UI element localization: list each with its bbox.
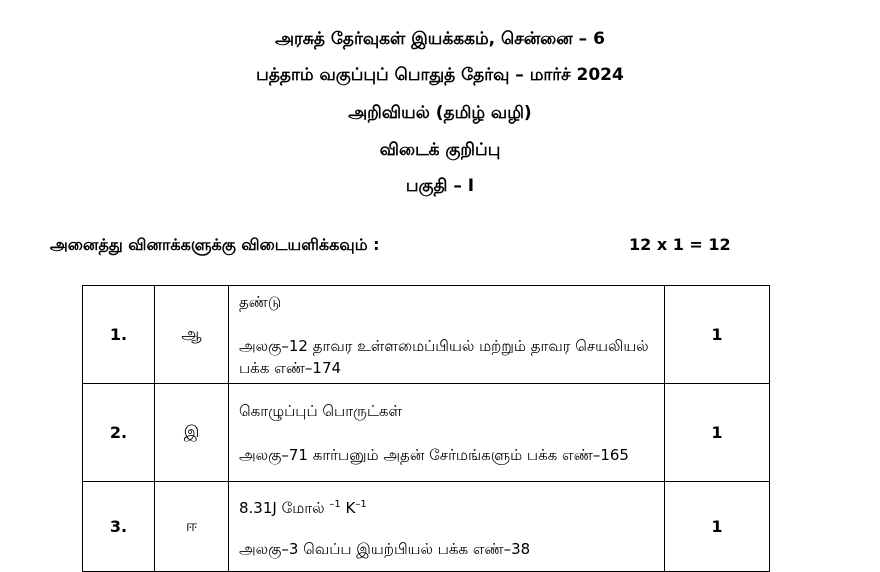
table-row	[83, 286, 770, 384]
mark-value: 1	[665, 384, 770, 482]
answer-unit: K	[340, 498, 356, 517]
question-number: 2.	[83, 384, 155, 482]
header-line-4: விடைக் குறிப்பு	[379, 140, 501, 160]
mark-value: 1	[665, 482, 770, 572]
answer-text	[229, 494, 664, 516]
header-line-5: பகுதி – I	[405, 176, 475, 196]
reference-text: அலகு–71 கார்பனும் அதன் சேர்மங்களும் பக்க எண்–165	[239, 445, 629, 464]
answer-cell	[229, 482, 665, 572]
answer-option: ஈ	[155, 482, 229, 572]
header-line-1: அரசுத் தேர்வுகள் இயக்ககம், சென்னை – 6	[275, 29, 605, 49]
answer-main: 8.31J மோல்	[239, 498, 325, 517]
reference-text: அலகு–12 தாவர உள்ளமைப்பியல் மற்றும் தாவர செயலியல் பக்க எண்–174	[239, 336, 649, 377]
mark-value: 1	[665, 286, 770, 384]
table-row	[83, 482, 770, 572]
table-row	[83, 384, 770, 482]
answer-cell	[229, 286, 665, 384]
question-number: 3.	[83, 482, 155, 572]
answer-table	[82, 285, 770, 572]
answer-text: தண்டு	[239, 292, 282, 311]
question-number: 1.	[83, 286, 155, 384]
header-line-3: அறிவியல் (தமிழ் வழி)	[348, 103, 532, 123]
answer-text: கொழுப்புப் பொருட்கள்	[239, 401, 403, 420]
reference-text: அலகு–3 வெப்ப இயற்பியல் பக்க எண்–38	[239, 539, 531, 558]
answer-exponent: –1	[355, 498, 367, 510]
answer-cell	[229, 384, 665, 482]
instruction-text: அனைத்து வினாக்களுக்கு விடையளிக்கவும் :	[50, 235, 380, 254]
answer-option: இ	[155, 384, 229, 482]
header-line-2: பத்தாம் வகுப்புப் பொதுத் தேர்வு – மார்ச் 2024	[256, 65, 624, 85]
instruction-marks: 12 x 1 = 12	[629, 235, 731, 254]
answer-option: ஆ	[155, 286, 229, 384]
answer-exponent: –1	[329, 498, 341, 510]
